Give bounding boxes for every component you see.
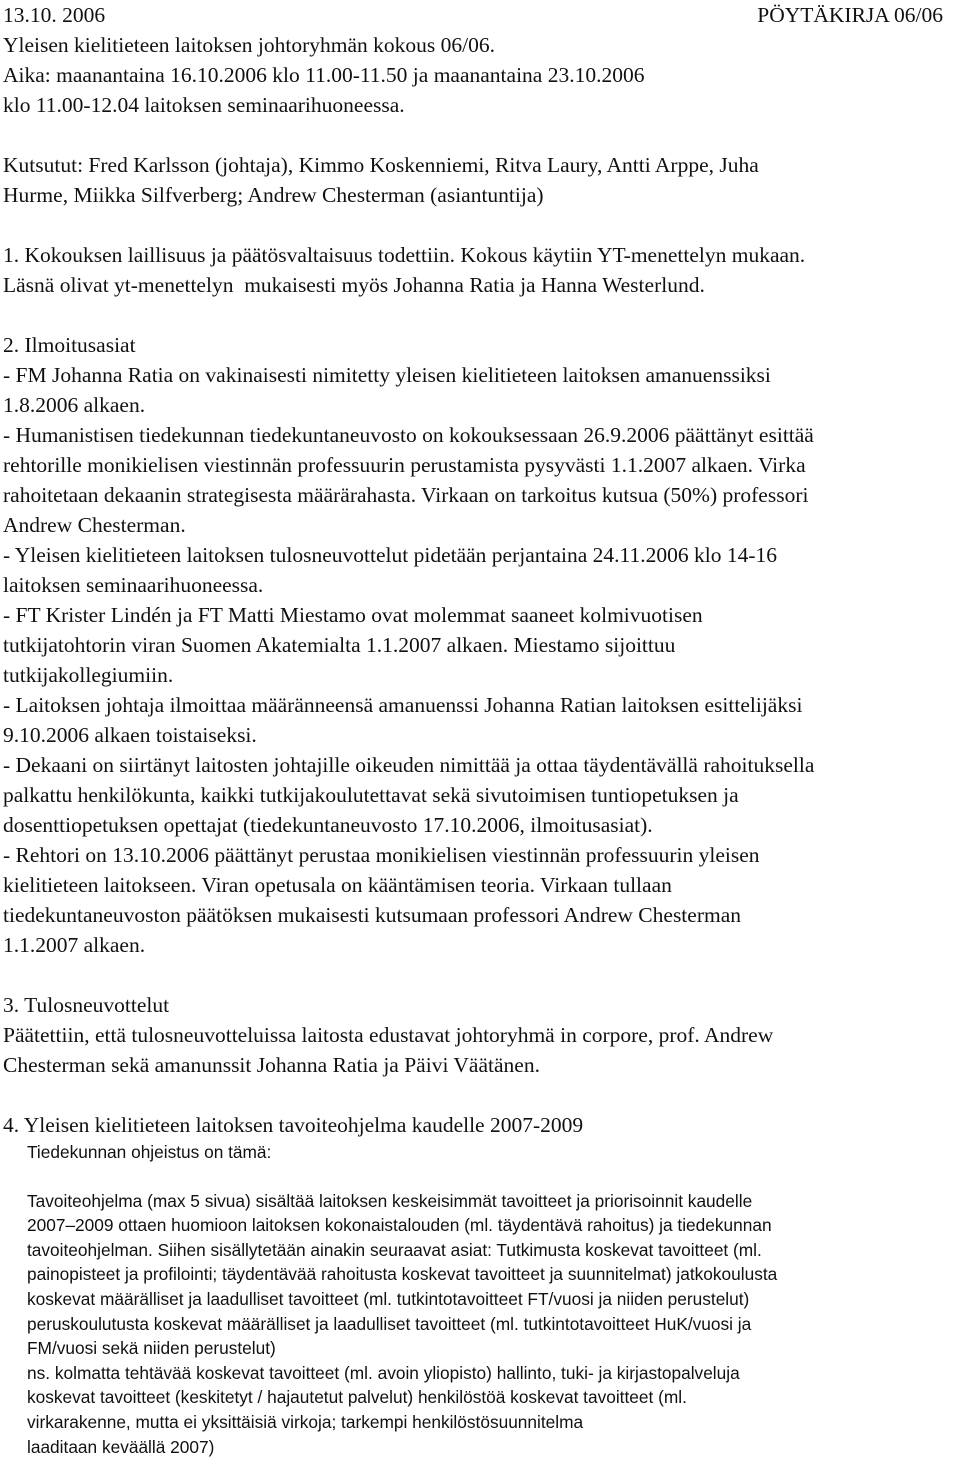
- section-2-line: tiedekuntaneuvoston päätöksen mukaisesti kutsumaan professori Andrew Chesterman: [3, 903, 742, 927]
- section-3-title: 3. Tulosneuvottelut: [3, 993, 170, 1017]
- section-2-line: - FT Krister Lindén ja FT Matti Miestamo ovat molemmat saaneet kolmivuotisen: [3, 603, 703, 627]
- invited-line: Kutsutut: Fred Karlsson (johtaja), Kimmo Koskenniemi, Ritva Laury, Antti Arppe, Juha: [3, 153, 759, 177]
- section-4-line: 2007–2009 ottaen huomioon laitoksen kokonaistalouden (ml. täydentävä rahoitus) ja tiedekunnan: [27, 1215, 772, 1236]
- section-2-line: - Laitoksen johtaja ilmoittaa määränneensä amanuenssi Johanna Ratian laitoksen esittelijäksi: [3, 693, 803, 717]
- section-4-line: ns. kolmatta tehtävää koskevat tavoitteet (ml. avoin yliopisto) hallinto, tuki- ja kirjastopalveluja: [27, 1362, 740, 1383]
- invited-block: [3, 150, 955, 210]
- invited-line: Hurme, Miikka Silfverberg; Andrew Chesterman (asiantuntija): [3, 183, 544, 207]
- section-2-line: tutkijatohtorin viran Suomen Akatemialta 1.1.2007 alkaen. Miestamo sijoittuu: [3, 633, 676, 657]
- section-2-line: 1.1.2007 alkaen.: [3, 933, 146, 957]
- section-2-title: 2. Ilmoitusasiat: [3, 333, 136, 357]
- section-2-line: - FM Johanna Ratia on vakinaisesti nimitetty yleisen kielitieteen laitoksen amanuenssiksi: [3, 363, 771, 387]
- section-2-line: - Humanistisen tiedekunnan tiedekuntaneuvosto on kokouksessaan 26.9.2006 päättänyt esittää: [3, 423, 814, 447]
- section-1: [3, 240, 955, 300]
- section-4-guidance: [3, 1140, 955, 1459]
- section-1-line: 1. Kokouksen laillisuus ja päätösvaltaisuus todettiin. Kokous käytiin YT-menettelyn mukaan.: [3, 243, 806, 267]
- section-4-line: painopisteet ja profilointi; täydentävää rahoitusta koskevat tavoitteet ja suunnitelmat) jatkokoulusta: [27, 1264, 778, 1285]
- section-2: [3, 330, 955, 960]
- header-line: klo 11.00-12.04 laitoksen seminaarihuoneessa.: [3, 93, 405, 117]
- document-page: [3, 0, 955, 1459]
- section-4-line: laaditaan keväällä 2007): [27, 1436, 215, 1457]
- section-1-line: Läsnä olivat yt-menettelyn mukaisesti myös Johanna Ratia ja Hanna Westerlund.: [3, 273, 705, 297]
- section-2-line: dosenttiopetuksen opettajat (tiedekuntaneuvosto 17.10.2006, ilmoitusasiat).: [3, 813, 653, 837]
- section-2-line: - Rehtori on 13.10.2006 päättänyt perustaa monikielisen viestinnän professuurin yleisen: [3, 843, 760, 867]
- header-line: Aika: maanantaina 16.10.2006 klo 11.00-11.50 ja maanantaina 23.10.2006: [3, 63, 645, 87]
- section-3-line: Chesterman sekä amanunssit Johanna Ratia ja Päivi Väätänen.: [3, 1053, 540, 1077]
- section-2-line: 1.8.2006 alkaen.: [3, 393, 146, 417]
- section-2-line: laitoksen seminaarihuoneessa.: [3, 573, 264, 597]
- section-2-line: 9.10.2006 alkaen toistaiseksi.: [3, 723, 257, 747]
- section-4-title: 4. Yleisen kielitieteen laitoksen tavoiteohjelma kaudelle 2007-2009: [3, 1113, 584, 1137]
- document-type: PÖYTÄKIRJA 06/06: [757, 3, 943, 27]
- section-2-line: - Dekaani on siirtänyt laitosten johtajille oikeuden nimittää ja ottaa täydentävällä rahoituksella: [3, 753, 815, 777]
- section-3-line: Päätettiin, että tulosneuvotteluissa laitosta edustavat johtoryhmä in corpore, prof. Andrew: [3, 1023, 774, 1047]
- section-4-line: koskevat määrälliset ja laadulliset tavoitteet (ml. tutkintotavoitteet FT/vuosi ja niiden perustelut): [27, 1288, 750, 1309]
- section-2-line: kielitieteen laitokseen. Viran opetusala on kääntämisen teoria. Virkaan tullaan: [3, 873, 672, 897]
- section-4-intro: Tiedekunnan ohjeistus on tämä:: [27, 1142, 272, 1162]
- header-row: [3, 0, 955, 30]
- section-2-line: Andrew Chesterman.: [3, 513, 186, 537]
- section-2-line: rehtorille monikielisen viestinnän professuurin perustamista pysyvästi 1.1.2007 alkaen. Virka: [3, 453, 806, 477]
- section-4-line: virkarakenne, mutta ei yksittäisiä virkoja; tarkempi henkilöstösuunnitelma: [27, 1411, 584, 1432]
- section-4-line: koskevat tavoitteet (keskitetyt / hajautetut palvelut) henkilöstöä koskevat tavoitteet (ml.: [27, 1387, 687, 1408]
- section-2-line: tutkijakollegiumiin.: [3, 663, 174, 687]
- section-2-line: - Yleisen kielitieteen laitoksen tulosneuvottelut pidetään perjantaina 24.11.2006 klo 14-16: [3, 543, 777, 567]
- header-line: Yleisen kielitieteen laitoksen johtoryhmän kokous 06/06.: [3, 33, 496, 57]
- section-4-line: tavoiteohjelman. Siihen sisällytetään ainakin seuraavat asiat: Tutkimusta koskevat tavoitteet (ml.: [27, 1239, 762, 1260]
- section-4-line: FM/vuosi sekä niiden perustelut): [27, 1338, 276, 1359]
- section-3: [3, 990, 955, 1080]
- section-4: [3, 1110, 955, 1459]
- section-2-line: rahoitetaan dekaanin strategisesta määrärahasta. Virkaan on tarkoitus kutsua (50%) professori: [3, 483, 809, 507]
- section-4-line: Tavoiteohjelma (max 5 sivua) sisältää laitoksen keskeisimmät tavoitteet ja priorisoinnit kaudelle: [27, 1190, 753, 1211]
- section-2-line: palkattu henkilökunta, kaikki tutkijakoulutettavat sekä sivutoimisen tuntiopetuksen ja: [3, 783, 739, 807]
- document-date: 13.10. 2006: [3, 3, 106, 27]
- section-4-line: peruskoulutusta koskevat määrälliset ja laadulliset tavoitteet (ml. tutkintotavoitteet HuK/vuosi ja: [27, 1313, 752, 1334]
- header: [3, 0, 955, 120]
